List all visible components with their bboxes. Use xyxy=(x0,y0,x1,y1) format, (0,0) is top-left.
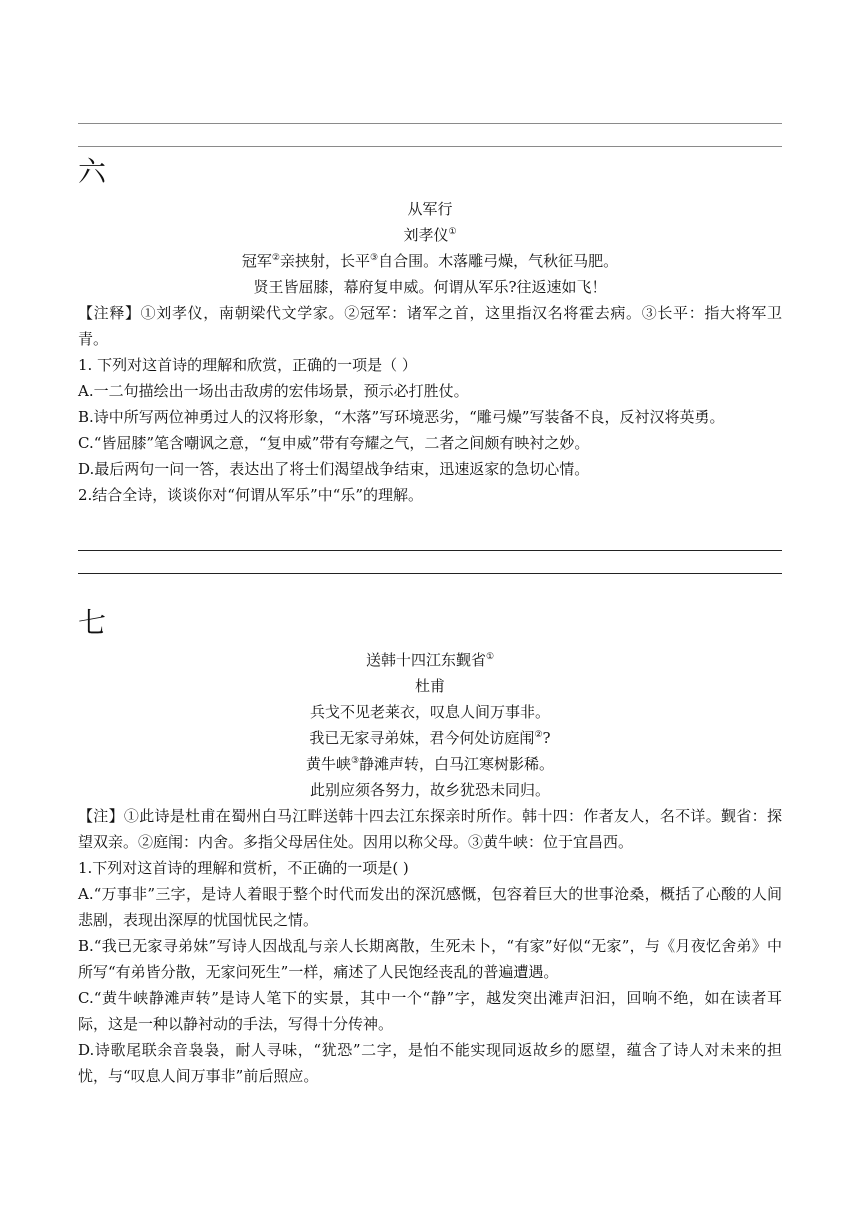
poem-author xyxy=(78,222,782,248)
option-d: D.诗歌尾联余音袅袅，耐人寻味，“犹恐”二字，是怕不能实现同返故乡的愿望，蕴含了诗人对未来的担忧，与“叹息人间万事非”前后照应。 xyxy=(78,1041,782,1085)
section-6 xyxy=(78,196,782,508)
poem-title: 从军行 xyxy=(407,200,453,218)
footnote-marker: ② xyxy=(271,253,280,263)
footnote-marker: ② xyxy=(534,730,543,740)
poem-line-4: 此别应须各努力，故乡犹恐未同归。 xyxy=(309,781,550,799)
option-a: A.一二句描绘出一场出击敌虏的宏伟场景，预示必打胜仗。 xyxy=(78,382,469,400)
poem-line-1: 兵戈不见老莱衣，叹息人间万事非。 xyxy=(309,703,550,721)
option-c: C.“皆屈膝”笔含嘲讽之意，“复申威”带有夸耀之气，二者之间颇有映衬之妙。 xyxy=(78,434,590,452)
annotation: 【注释】①刘孝仪，南朝梁代文学家。②冠军：诸军之首，这里指汉名将霍去病。③长平：指大将军卫青。 xyxy=(78,304,782,348)
question-2: 2.结合全诗，谈谈你对“何谓从军乐”中“乐”的理解。 xyxy=(78,486,423,504)
question-1: 1. 下列对这首诗的理解和欣赏，正确的一项是（ ） xyxy=(78,356,417,374)
option-d: D.最后两句一问一答，表达出了将士们渴望战争结束，迅速返家的急切心情。 xyxy=(78,460,590,478)
answer-line-1 xyxy=(78,550,782,551)
option-c: C.“黄牛峡静滩声转”是诗人笔下的实景，其中一个“静”字，越发突出滩声汩汩，回响不绝，如在读者耳际，这是一种以静衬动的手法，写得十分传神。 xyxy=(78,989,782,1033)
answer-line-2 xyxy=(78,573,782,574)
footnote-marker: ③ xyxy=(370,253,379,263)
poem-line-3: 黄牛峡③静滩声转，白马江寒树影稀。 xyxy=(305,755,555,773)
top-rule-2 xyxy=(78,146,782,147)
question-1: 1.下列对这首诗的理解和赏析，不正确的一项是( ) xyxy=(78,859,409,877)
top-rule-1 xyxy=(78,123,782,124)
poem-line-2: 我已无家寻弟妹，君今何处访庭闱②? xyxy=(309,729,551,747)
footnote-marker: ① xyxy=(448,227,457,237)
option-b: B.“我已无家寻弟妹”写诗人因战乱与亲人长期离散，生死未卜，“有家”好似“无家”，与《月夜忆舍弟》中所写“有弟皆分散，无家问死生”一样，痛述了人民饱经丧乱的普遍遭遇。 xyxy=(78,937,782,981)
section-7 xyxy=(78,647,782,1089)
option-a: A.“万事非”三字，是诗人着眼于整个时代而发出的深沉感慨，包容着巨大的世事沧桑，概括了心酸的人间悲剧，表现出深厚的忧国忧民之情。 xyxy=(78,885,782,929)
annotation: 【注】①此诗是杜甫在蜀州白马江畔送韩十四去江东探亲时所作。韩十四：作者友人，名不详。觐省：探望双亲。②庭闱：内舍。多指父母居住处。因用以称父母。③黄牛峡：位于宜昌西。 xyxy=(78,807,782,851)
option-b: B.诗中所写两位神勇过人的汉将形象，“木落”写环境恶劣，“雕弓燥”写装备不良，反衬汉将英勇。 xyxy=(78,408,725,426)
footnote-marker: ① xyxy=(485,652,495,662)
author-name: 刘孝仪 xyxy=(403,226,449,244)
poem-title xyxy=(78,647,782,673)
footnote-marker: ③ xyxy=(350,756,360,766)
section-number-7: 七 xyxy=(78,606,107,639)
poem-author: 杜甫 xyxy=(414,677,445,695)
poem-line-2: 贤王皆屈膝，幕府复申威。何谓从军乐?往返速如飞！ xyxy=(253,278,607,296)
section-number-6: 六 xyxy=(78,155,107,188)
poem-title-text: 送韩十四江东觐省 xyxy=(365,651,486,669)
poem-line-1: 冠军②亲挟射，长平③自合围。木落雕弓燥，气秋征马肥。 xyxy=(241,252,619,270)
